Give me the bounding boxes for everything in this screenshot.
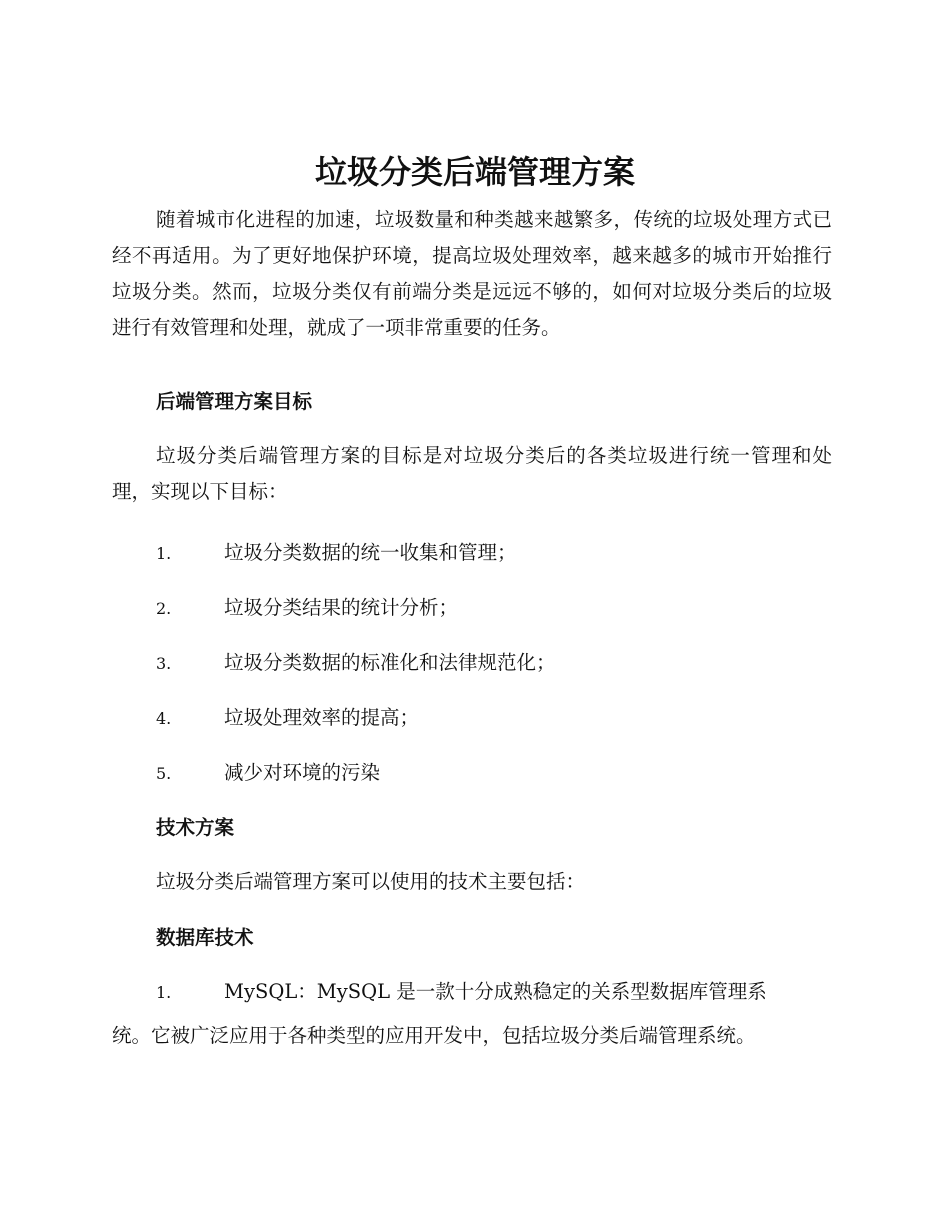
list-item bbox=[156, 758, 836, 789]
list-number: 1. bbox=[156, 983, 172, 1002]
section-heading-goal: 后端管理方案目标 bbox=[156, 390, 313, 413]
list-text: 垃圾分类结果的统计分析； bbox=[224, 596, 459, 619]
list-number: 1. bbox=[156, 544, 172, 563]
intro-paragraph: 随着城市化进程的加速，垃圾数量和种类越来越繁多，传统的垃圾处理方式已经不再适用。为了更好地保护环境，提高垃圾处理效率，越来越多的城市开始推行垃圾分类。然而，垃圾分类仅有前端分类是远远不够的，如何对垃圾分类后的垃圾进行有效管理和处理，就成了一项非常重要的任务。 bbox=[112, 208, 832, 339]
tech-paragraph: 垃圾分类后端管理方案可以使用的技术主要包括： bbox=[156, 870, 586, 893]
document-title: 垃圾分类后端管理方案 bbox=[314, 153, 635, 191]
list-number: 5. bbox=[156, 764, 172, 783]
list-item bbox=[156, 593, 836, 624]
list-number: 2. bbox=[156, 599, 172, 618]
list-number: 3. bbox=[156, 654, 172, 673]
goal-paragraph: 垃圾分类后端管理方案的目标是对垃圾分类后的各类垃圾进行统一管理和处理，实现以下目标： bbox=[112, 444, 832, 503]
list-text: 垃圾分类数据的标准化和法律规范化； bbox=[224, 651, 556, 674]
list-text: 垃圾处理效率的提高； bbox=[224, 706, 420, 729]
database-item bbox=[112, 970, 832, 1057]
list-text: 垃圾分类数据的统一收集和管理； bbox=[224, 541, 517, 564]
list-item bbox=[156, 648, 836, 679]
list-number: 4. bbox=[156, 709, 172, 728]
list-item bbox=[156, 538, 836, 569]
section-heading-database: 数据库技术 bbox=[156, 926, 254, 949]
database-item-line1 bbox=[112, 970, 832, 1014]
list-item bbox=[156, 703, 836, 734]
list-text: 减少对环境的污染 bbox=[224, 761, 381, 784]
database-item-text1: MySQL：MySQL 是一款十分成熟稳定的关系型数据库管理系 bbox=[224, 980, 767, 1003]
database-item-text2: 统。它被广泛应用于各种类型的应用开发中，包括垃圾分类后端管理系统。 bbox=[112, 1024, 756, 1047]
section-heading-tech: 技术方案 bbox=[156, 816, 235, 839]
